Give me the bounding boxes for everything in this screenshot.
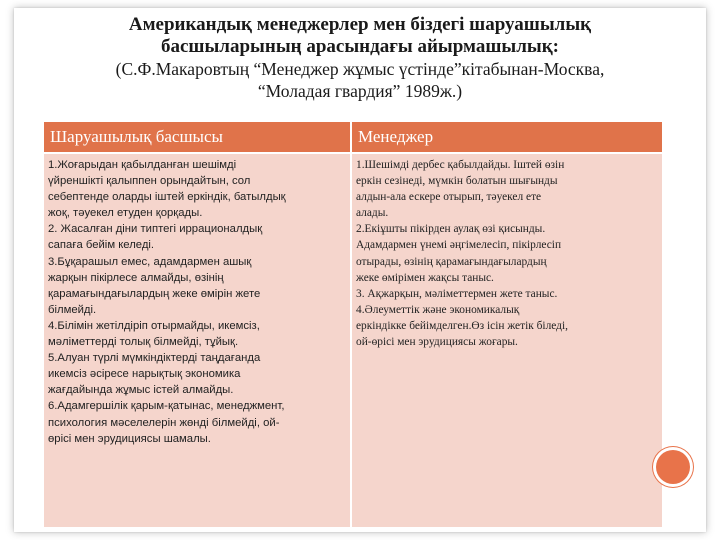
title-line-4: “Моладая гвардия” 1989ж.): [257, 81, 463, 101]
header-manager: Менеджер: [351, 121, 663, 153]
cell-text-line: икемсіз әсіресе нарықтық экономика: [48, 368, 241, 381]
cell-text-line: алады.: [356, 207, 389, 220]
comparison-table: [42, 120, 664, 529]
cell-text-line: 2.Екіұшты пікірден аулақ өзі қисынды.: [356, 223, 546, 236]
cell-text-line: 6.Адамгершілік қарым-қатынас, менеджмент,: [48, 400, 285, 413]
cell-text-line: алдын-ала ескере отырып, тәуекел ете: [356, 191, 542, 204]
cell-text-line: 1.Жоғарыдан қабылданған шешімді: [48, 159, 237, 171]
cell-text-line: 3.Бұқарашыл емес, адамдармен ашық: [48, 255, 252, 268]
manager-cell: [351, 153, 663, 528]
cell-text-line: 4.Білімін жетілдіріп отырмайды, икемсіз,: [48, 319, 260, 332]
cell-text-line: отырады, өзінің қарамағындағылардың: [356, 255, 547, 268]
cell-text-line: 2. Жасалған діни типтегі иррационалдық: [48, 223, 263, 236]
cell-text-line: психология мәселелерін жөнді білмейді, ой-: [48, 416, 280, 429]
page-title: [0, 14, 720, 102]
cell-text-line: жарқын пікірлесе алмайды, өзінің: [48, 271, 224, 284]
cell-text-line: сапаға бейім келеді.: [48, 239, 155, 252]
title-line-2: басшыларының арасындағы айырмашылық:: [161, 36, 559, 57]
cell-text-line: себептенде оларды іштей еркіндік, батылдық: [48, 191, 286, 204]
cell-text-line: үйреншікті қалыппен орындайтын, сол: [48, 175, 251, 188]
cell-text-line: жеке өмірімен жақсы таныс.: [356, 271, 494, 284]
cell-text-line: жоқ, тәуекел етуден қорқады.: [48, 207, 203, 220]
cell-text-line: 5.Алуан түрлі мүмкіндіктерді таңдағанда: [48, 352, 261, 365]
title-line-3: (С.Ф.Макаровтың “Менеджер жұмыс үстінде”кітабынан-Москва,: [115, 59, 605, 79]
cell-text-line: 4.Әлеуметтік және экономикалық: [356, 303, 520, 316]
cell-text-line: өрісі мен эрудициясы шамалы.: [48, 432, 211, 445]
cell-text-line: еркіндікке бейімделген.Өз ісін жетік біледі,: [356, 319, 568, 332]
cell-text-line: 3. Ақжарқын, мәліметтермен жете таныс.: [356, 287, 558, 300]
cell-text-line: қарамағындағылардың жеке өмірін жете: [48, 287, 261, 300]
header-farm-manager: Шаруашылық басшысы: [43, 121, 351, 153]
title-line-1: Американдық менеджерлер мен біздегі шаруашылық: [128, 14, 592, 35]
table-header-row: [43, 121, 663, 153]
farm-manager-cell: [43, 153, 351, 528]
cell-text-line: жағдайында жұмыс істей алмайды.: [48, 384, 234, 397]
cell-text-line: мәліметтерді толық білмейді, тұйық.: [48, 336, 239, 349]
table-row: [43, 153, 663, 528]
cell-text-line: Адамдармен үнемі әңгімелесіп, пікірлесіп: [356, 239, 562, 252]
cell-text-line: 1.Шешімді дербес қабылдайды. Іштей өзін: [356, 159, 565, 171]
decorative-circle: [656, 450, 690, 484]
cell-text-line: ой-өрісі мен эрудициясы жоғары.: [356, 336, 518, 349]
cell-text-line: еркін сезінеді, мүмкін болатын шығынды: [356, 175, 558, 188]
cell-text-line: білмейді.: [48, 303, 97, 316]
